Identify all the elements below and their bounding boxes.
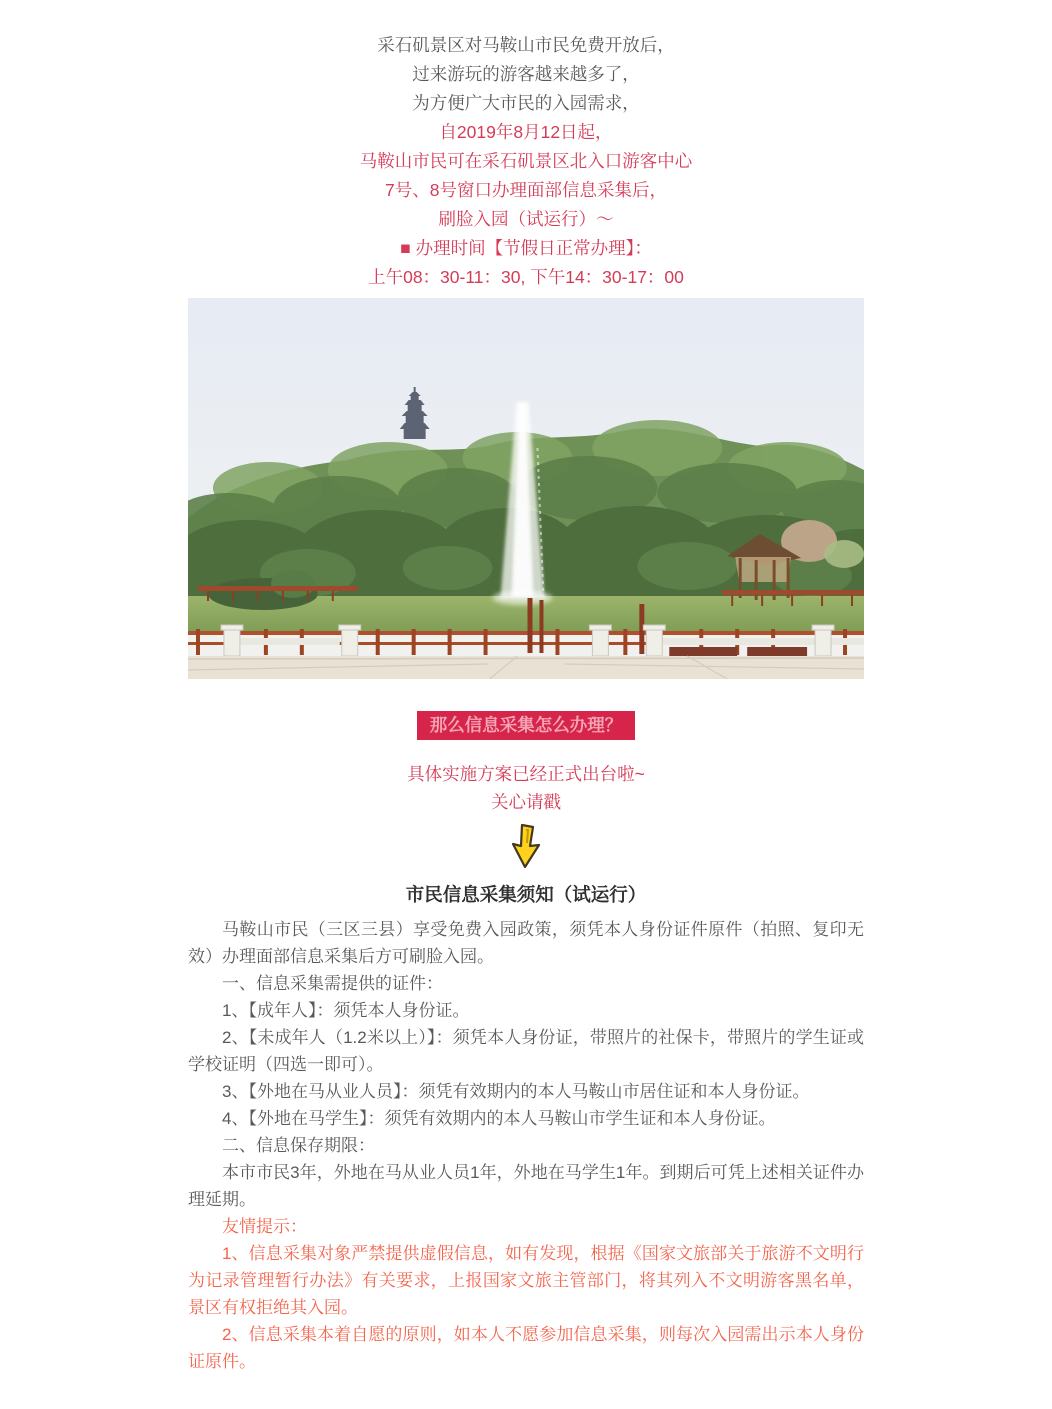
notice-paragraph: 本市市民3年，外地在马从业人员1年，外地在马学生1年。到期后可凭上述相关证件办理延期。: [188, 1163, 864, 1209]
intro-line-highlight: 刷脸入园（试运行）～: [438, 209, 614, 229]
notice-paragraph: 马鞍山市民（三区三县）享受免费入园政策，须凭本人身份证件原件（拍照、复印无效）办理面部信息采集后方可刷脸入园。: [188, 920, 864, 966]
notice-paragraph: 2、【未成年人（1.2米以上）】：须凭本人身份证，带照片的社保卡，带照片的学生证或学校证明（四选一即可）。: [188, 1028, 864, 1074]
arrow-row: [188, 822, 864, 870]
intro-line-highlight: 7号、8号窗口办理面部信息采集后，: [385, 180, 667, 200]
teaser-block: [188, 760, 864, 816]
down-arrow-icon: [506, 822, 546, 870]
notice-paragraph: 3、【外地在马从业人员】：须凭有效期内的本人马鞍山市居住证和本人身份证。: [222, 1082, 810, 1101]
notice-title: 市民信息采集须知（试运行）: [405, 884, 647, 905]
teaser-line: 具体实施方案已经正式出台啦~: [407, 764, 645, 784]
notice-section-heading: 二、信息保存期限：: [222, 1136, 375, 1155]
scenic-photo-illustration: [188, 298, 864, 679]
tip-paragraph: 1、信息采集对象严禁提供虚假信息，如有发现，根据《国家文旅部关于旅游不文明行为记录管理暂行办法》有关要求，上报国家文旅主管部门，将其列入不文明游客黑名单，景区有权拒绝其入园。: [188, 1244, 864, 1317]
intro-line-times: 上午08：30-11：30, 下午14：30-17：00: [368, 267, 684, 287]
question-badge-row: [188, 711, 864, 740]
article: [188, 0, 864, 1375]
intro-line-highlight: 自2019年8月12日起，: [439, 122, 613, 142]
notice-paragraph: 1、【成年人】：须凭本人身份证。: [222, 1001, 470, 1020]
intro-line-highlight: 马鞍山市民可在采石矶景区北入口游客中心: [359, 151, 693, 171]
tips-label: 友情提示：: [222, 1217, 307, 1236]
tip-paragraph: 2、信息采集本着自愿的原则，如本人不愿参加信息采集，则每次入园需出示本人身份证原件。: [188, 1325, 864, 1371]
teaser-poke-link[interactable]: 关心请戳: [491, 792, 561, 812]
intro-line: 过来游玩的游客越来越多了，: [412, 64, 640, 84]
intro-line-bullet: ■ 办理时间【节假日正常办理】：: [400, 238, 652, 258]
notice-paragraph: 4、【外地在马学生】：须凭有效期内的本人马鞍山市学生证和本人身份证。: [222, 1109, 776, 1128]
question-badge[interactable]: 那么信息采集怎么办理？: [417, 711, 636, 740]
intro-line: 采石矶景区对马鞍山市民免费开放后，: [377, 35, 675, 55]
notice-body: [188, 916, 864, 1375]
scenic-photo: [188, 298, 864, 679]
intro-line: 为方便广大市民的入园需求，: [412, 93, 640, 113]
notice-section-heading: 一、信息采集需提供的证件：: [222, 974, 443, 993]
intro-block: [188, 0, 864, 292]
